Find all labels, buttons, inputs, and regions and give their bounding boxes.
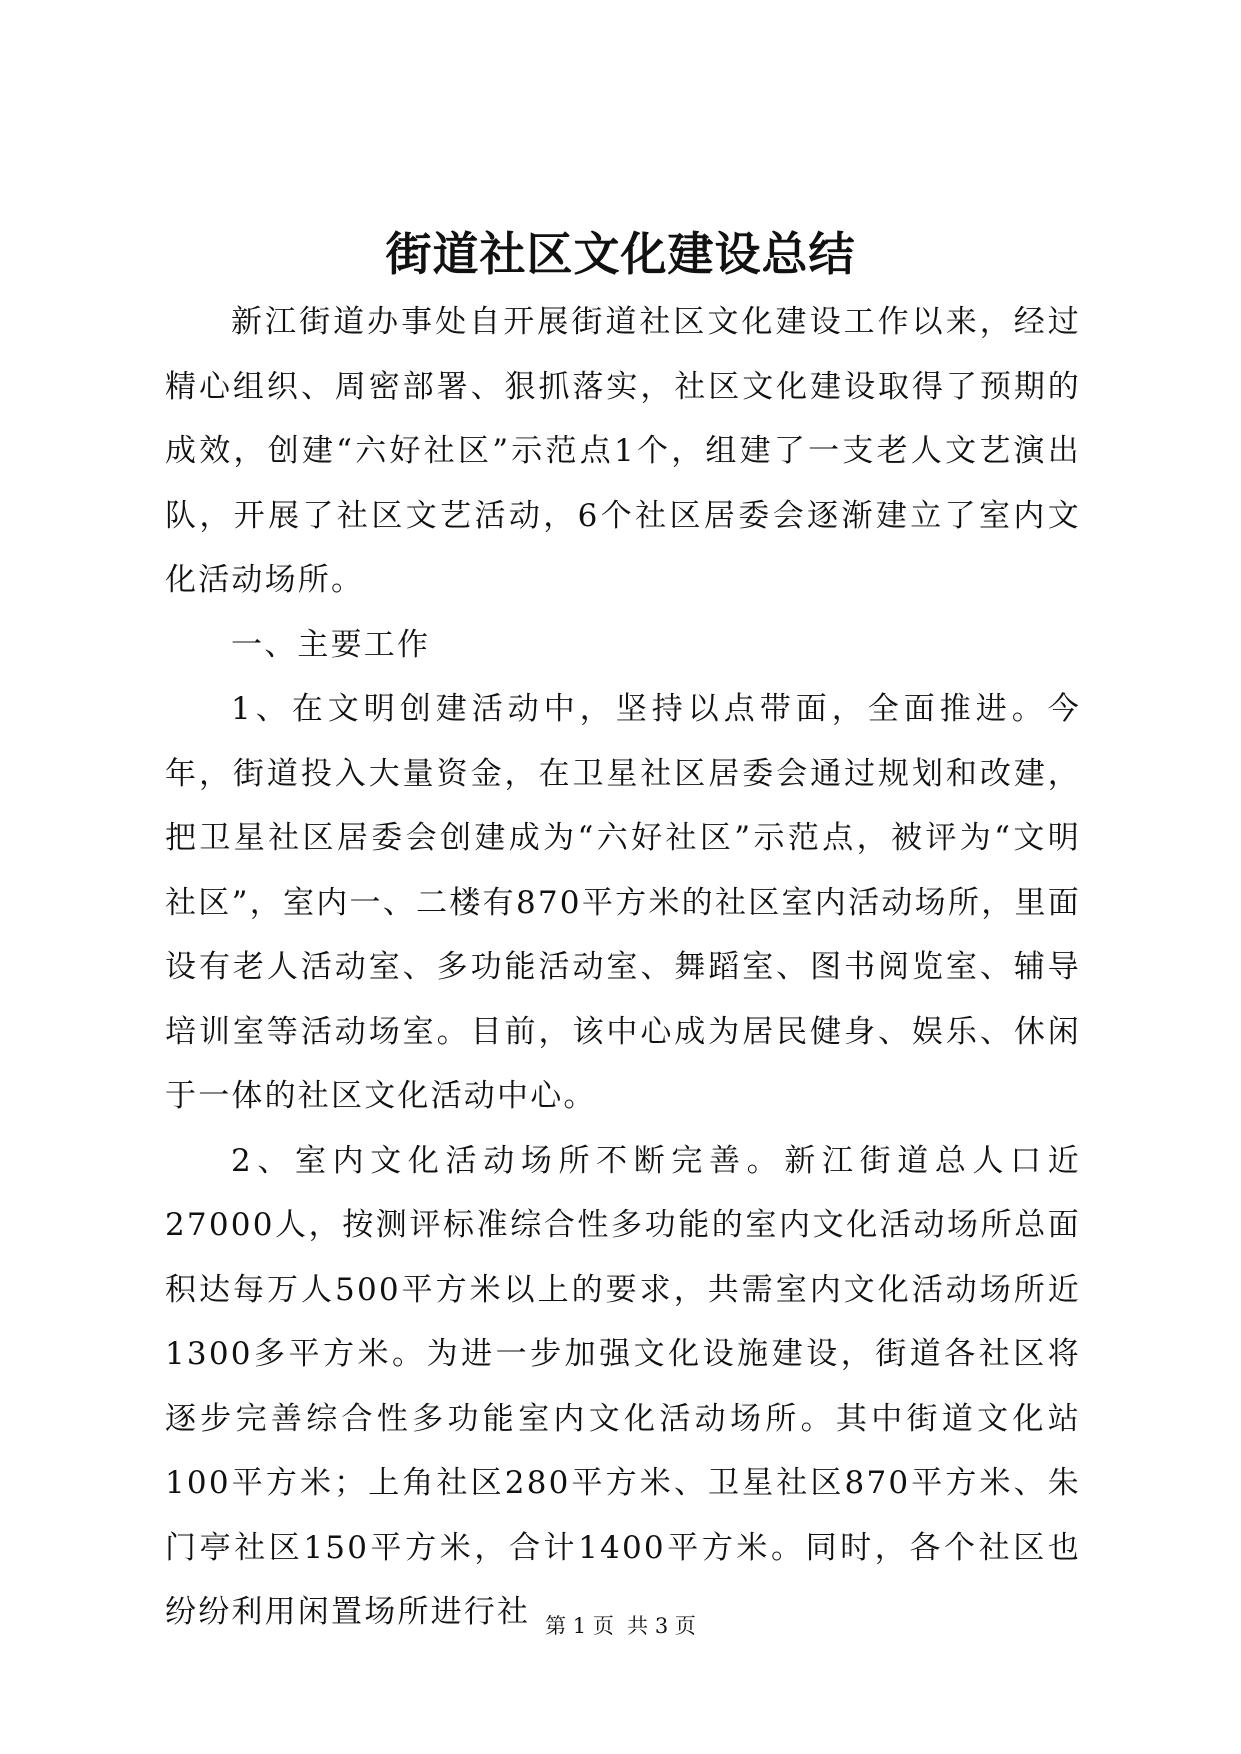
document-title: 街道社区文化建设总结: [385, 227, 856, 281]
intro-paragraph: 新江街道办事处自开展街道社区文化建设工作以来，经过精心组织、周密部署、狠抓落实，社区文化建设取得了预期的成效，创建“六好社区”示范点1个，组建了一支老人文艺演出队，开展了社区文艺活动，6个社区居委会逐渐建立了室内文化活动场所。: [165, 304, 1081, 598]
document-body: [165, 290, 1081, 1645]
section-heading-main-work: 一、主要工作: [231, 626, 431, 663]
page-footer: [0, 1610, 1241, 1640]
paragraph-item-1: 1、在文明创建活动中，坚持以点带面，全面推进。今年，街道投入大量资金，在卫星社区居委会通过规划和改建，把卫星社区居委会创建成为“六好社区”示范点，被评为“文明社区”，室内一、二楼有870平方米的社区室内活动场所，里面设有老人活动室、多功能活动室、舞蹈室、图书阅览室、辅导培训室等活动场室。目前，该中心成为居民健身、娱乐、休闲于一体的社区文化活动中心。: [165, 691, 1081, 1114]
paragraph-item-2: 2、室内文化活动场所不断完善。新江街道总人口近27000人，按测评标准综合性多功能的室内文化活动场所总面积达每万人500平方米以上的要求，共需室内文化活动场所近1300多平方米。为进一步加强文化设施建设，街道各社区将逐步完善综合性多功能室内文化活动场所。其中街道文化站100平方米；上角社区280平方米、卫星社区870平方米、朱门亭社区150平方米，合计1400平方米。同时，各个社区也纷纷利用闲置场所进行社: [165, 1142, 1081, 1630]
page-number-label: 第 1 页 共 3 页: [545, 1614, 696, 1638]
